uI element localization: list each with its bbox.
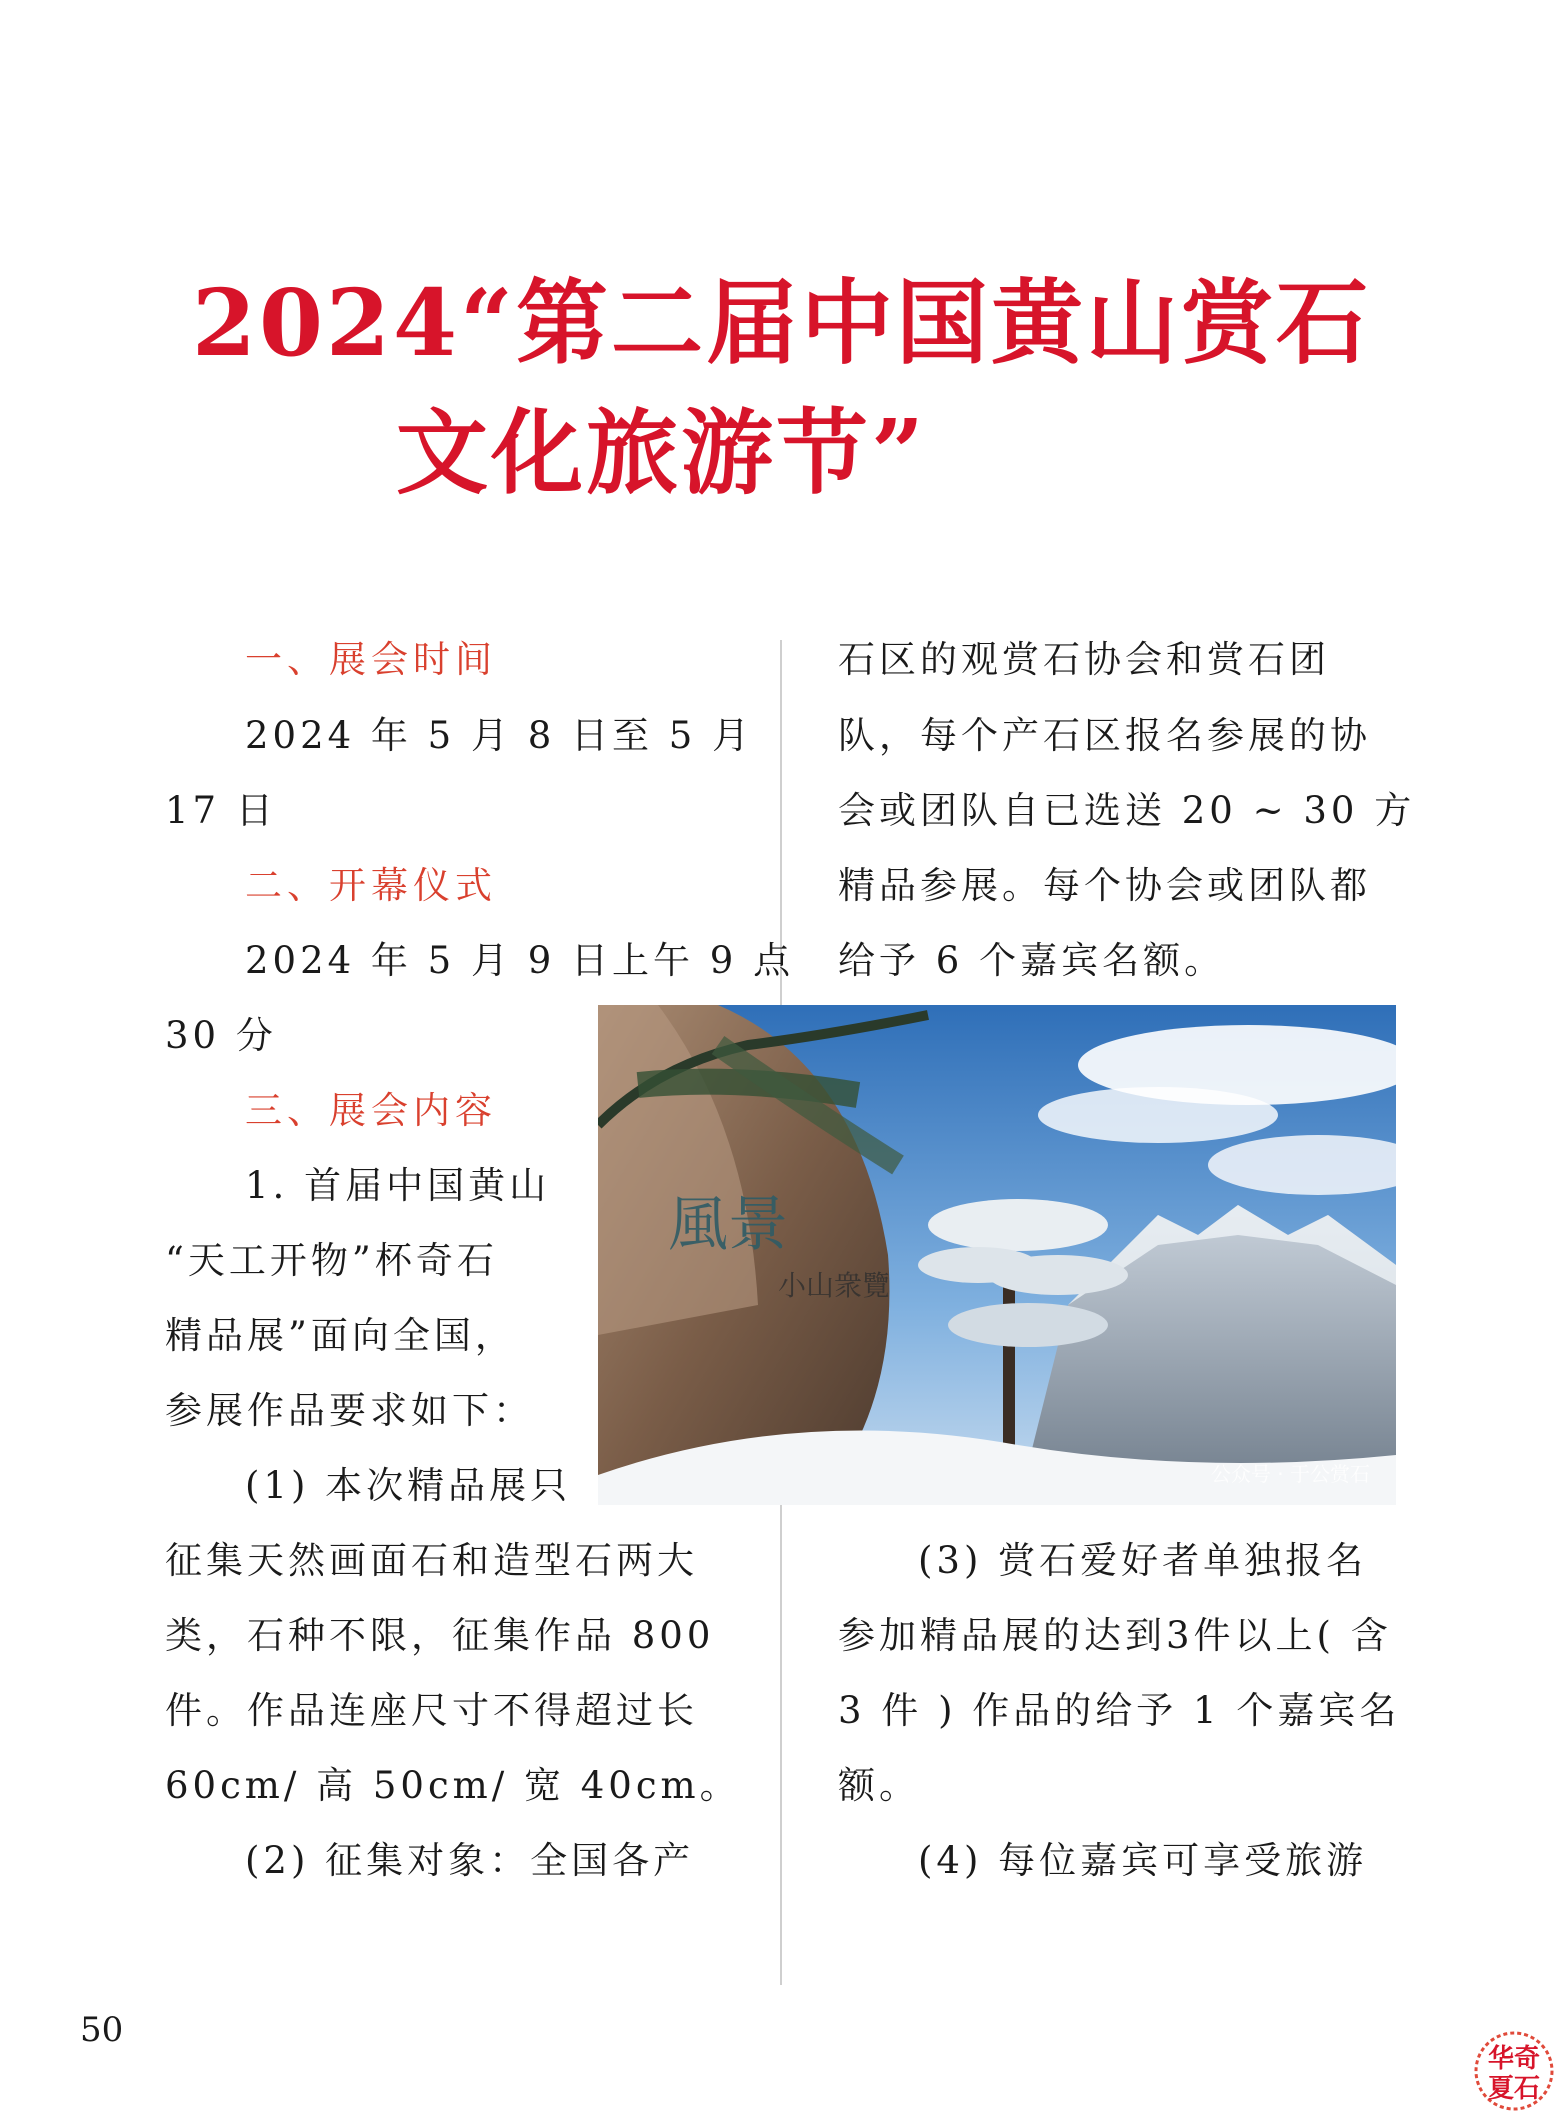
page-title-line-1: 2024“第二届中国黄山赏石 [192, 269, 1371, 377]
svg-text:夏石: 夏石 [1487, 2074, 1541, 2104]
photo-watermark: 公众号 · 于公赏石 [1210, 1462, 1370, 1486]
section-heading-content: 三、展会内容 [245, 1089, 497, 1132]
huangshan-landscape-photo [598, 1005, 1396, 1505]
page-number: 50 [80, 2010, 124, 2050]
section-heading-opening: 二、开幕仪式 [245, 864, 497, 907]
body-text: 30 分 [165, 1014, 277, 1057]
body-text: 精品展”面向全国， [165, 1314, 516, 1357]
body-text: 石区的观赏石协会和赏石团 [838, 638, 1330, 681]
svg-text:小山衆覽: 小山衆覽 [778, 1269, 891, 1302]
body-text: 17 日 [165, 789, 277, 832]
body-text: (4) 每位嘉宾可享受旅游 [918, 1839, 1368, 1882]
body-text: 件。作品连座尺寸不得超过长 [165, 1689, 698, 1732]
body-text: (2) 征集对象：全国各产 [245, 1839, 695, 1882]
body-text: 2024 年 5 月 8 日至 5 月 [245, 714, 754, 757]
page-title-line-2: 文化旅游节” [396, 399, 927, 507]
body-text: 60cm/ 高 50cm/ 宽 40cm。 [165, 1764, 741, 1807]
body-text: 队，每个产石区报名参展的协 [838, 714, 1371, 757]
body-text: 1. 首届中国黄山 [245, 1164, 551, 1207]
brand-logo-icon [1470, 2025, 1558, 2115]
svg-text:風景: 風景 [668, 1190, 788, 1260]
body-text: 会或团队自已选送 20 ~ 30 方 [838, 789, 1416, 832]
body-text: (3) 赏石爱好者单独报名 [918, 1539, 1368, 1582]
body-text: 征集天然画面石和造型石两大 [165, 1539, 698, 1582]
body-text: 3 件 ) 作品的给予 1 个嘉宾名 [838, 1689, 1401, 1732]
body-text: 2024 年 5 月 9 日上午 9 点 [245, 939, 795, 982]
svg-text:华奇: 华奇 [1487, 2044, 1541, 2074]
body-text: (1) 本次精品展只 [245, 1464, 572, 1507]
body-text: 精品参展。每个协会或团队都 [838, 864, 1371, 907]
body-text: 参加精品展的达到3件以上( 含 [838, 1614, 1392, 1657]
body-text: 参展作品要求如下： [165, 1389, 534, 1432]
body-text: 给予 6 个嘉宾名额。 [838, 939, 1226, 982]
body-text: “天工开物”杯奇石 [165, 1239, 498, 1282]
body-text: 额。 [838, 1764, 920, 1807]
body-text: 类，石种不限，征集作品 800 [165, 1614, 715, 1657]
section-heading-time: 一、展会时间 [245, 638, 497, 681]
